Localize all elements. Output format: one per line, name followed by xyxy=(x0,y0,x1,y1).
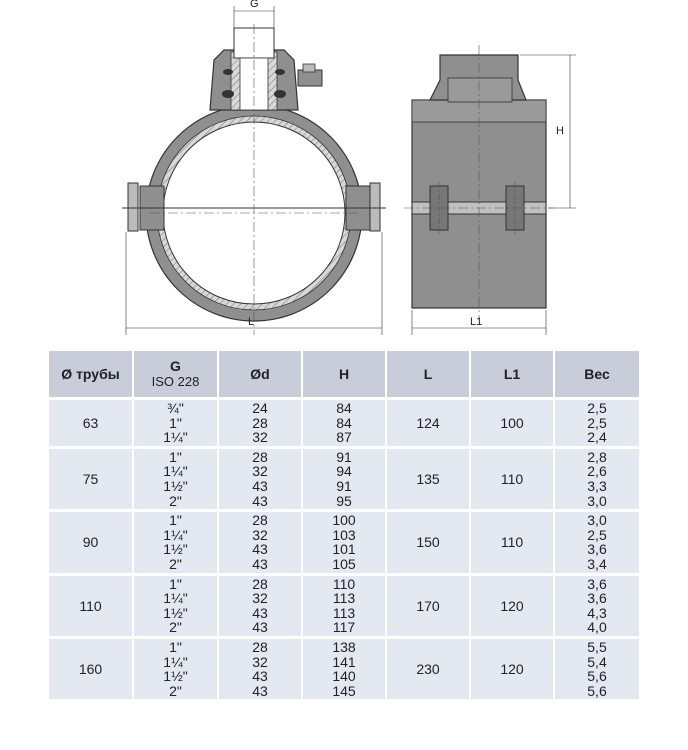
col-header-l1: L1 xyxy=(470,351,554,399)
cell-weight-value: 4,3 xyxy=(587,604,607,621)
dim-l-label: L xyxy=(248,316,255,328)
cell-g-value: 1¼" xyxy=(163,526,188,543)
cell-weight-value: 4,0 xyxy=(587,619,607,636)
cell-pipe: 90 xyxy=(49,511,133,574)
cell-weight xyxy=(554,399,639,448)
dim-h-label: H xyxy=(556,125,564,137)
cell-d-value: 43 xyxy=(252,668,268,685)
col-header-g-sub: ISO 228 xyxy=(151,374,200,389)
cell-g xyxy=(133,637,218,699)
cell-l1: 120 xyxy=(470,574,554,637)
cell-d-value: 28 xyxy=(252,638,268,655)
cell-d-value: 43 xyxy=(252,492,268,509)
cell-g-value: 1½" xyxy=(163,668,188,685)
cell-l1: 100 xyxy=(470,399,554,448)
cell-g-value: 1¼" xyxy=(163,590,188,607)
cell-weight-value: 2,5 xyxy=(587,526,607,543)
cell-d-value: 32 xyxy=(252,463,268,480)
cell-weight-value: 3,6 xyxy=(587,541,607,558)
cell-l: 230 xyxy=(386,637,470,699)
cell-weight-value: 2,4 xyxy=(587,429,607,446)
cell-d-value: 28 xyxy=(252,414,268,431)
cell-l: 150 xyxy=(386,511,470,574)
cell-g-value: 2" xyxy=(169,555,182,572)
cell-d-value: 32 xyxy=(252,429,268,446)
cell-d-value: 43 xyxy=(252,604,268,621)
cell-g-value: 1" xyxy=(169,638,182,655)
cell-g-value: 1" xyxy=(169,448,182,465)
cell-d xyxy=(218,511,302,574)
cell-weight-value: 3,0 xyxy=(587,512,607,529)
cell-d xyxy=(218,574,302,637)
cell-g-value: 2" xyxy=(169,492,182,509)
cell-h-value: 138 xyxy=(332,638,356,655)
cell-h-value: 94 xyxy=(336,463,352,480)
cell-weight xyxy=(554,637,639,699)
cell-pipe: 110 xyxy=(49,574,133,637)
cell-h-value: 105 xyxy=(332,555,356,572)
cell-g-value: 2" xyxy=(169,619,182,636)
cell-weight-value: 2,5 xyxy=(587,414,607,431)
cell-weight-value: 3,6 xyxy=(587,575,607,592)
cell-pipe: 75 xyxy=(49,447,133,510)
cell-l1: 110 xyxy=(470,447,554,510)
cell-g-value: 1" xyxy=(169,414,182,431)
cell-l: 135 xyxy=(386,447,470,510)
cell-g xyxy=(133,574,218,637)
cell-g-value: 1½" xyxy=(163,477,188,494)
cell-weight-value: 3,4 xyxy=(587,555,607,572)
cell-h-value: 103 xyxy=(332,526,356,543)
cell-weight-value: 2,6 xyxy=(587,463,607,480)
cell-h-value: 117 xyxy=(332,619,356,636)
cell-weight-value: 3,0 xyxy=(587,492,607,509)
col-header-g xyxy=(133,351,218,399)
cell-d-value: 32 xyxy=(252,653,268,670)
table-row xyxy=(49,399,639,448)
table-row xyxy=(49,574,639,637)
technical-drawing xyxy=(0,0,688,345)
cell-l1: 110 xyxy=(470,511,554,574)
cell-d-value: 28 xyxy=(252,575,268,592)
cell-l: 124 xyxy=(386,399,470,448)
cell-pipe: 63 xyxy=(49,399,133,448)
cell-g xyxy=(133,447,218,510)
cell-d xyxy=(218,399,302,448)
cell-h-value: 101 xyxy=(332,541,356,558)
cell-g-value: 1¼" xyxy=(163,463,188,480)
cell-g-value: 1" xyxy=(169,575,182,592)
cell-weight xyxy=(554,447,639,510)
cell-g-value: 1¼" xyxy=(163,429,188,446)
cell-h xyxy=(302,574,386,637)
cell-h-value: 87 xyxy=(336,429,352,446)
cell-d-value: 28 xyxy=(252,448,268,465)
cell-pipe: 160 xyxy=(49,637,133,699)
col-header-weight: Вес xyxy=(554,351,639,399)
table-row xyxy=(49,447,639,510)
cell-d xyxy=(218,637,302,699)
cell-h-value: 84 xyxy=(336,400,352,416)
col-header-l: L xyxy=(386,351,470,399)
cell-h xyxy=(302,511,386,574)
cell-d-value: 32 xyxy=(252,526,268,543)
cell-g-value: 1½" xyxy=(163,541,188,558)
cell-weight xyxy=(554,511,639,574)
cell-weight-value: 3,6 xyxy=(587,590,607,607)
cell-d-value: 32 xyxy=(252,590,268,607)
cell-h-value: 141 xyxy=(332,653,356,670)
cell-d-value: 24 xyxy=(252,400,268,416)
cell-h-value: 145 xyxy=(332,682,356,699)
cell-h-value: 113 xyxy=(332,590,356,607)
col-header-g-main: G xyxy=(170,358,181,374)
cell-l1: 120 xyxy=(470,637,554,699)
cell-h-value: 110 xyxy=(332,575,356,592)
cell-g-value: 1¼" xyxy=(163,653,188,670)
cell-g-value: ¾" xyxy=(167,400,184,416)
spec-table xyxy=(49,351,639,699)
cell-weight-value: 3,3 xyxy=(587,477,607,494)
table-row xyxy=(49,511,639,574)
cell-g xyxy=(133,399,218,448)
header-row xyxy=(49,351,639,399)
cell-h-value: 91 xyxy=(336,448,352,465)
cell-g-value: 2" xyxy=(169,682,182,699)
cell-g-value: 1" xyxy=(169,512,182,529)
dim-l1-label: L1 xyxy=(470,316,483,328)
cell-h-value: 113 xyxy=(332,604,356,621)
side-view xyxy=(404,45,576,335)
cell-h xyxy=(302,447,386,510)
cell-l: 170 xyxy=(386,574,470,637)
cell-h-value: 95 xyxy=(336,492,352,509)
col-header-d: Ød xyxy=(218,351,302,399)
front-view xyxy=(122,0,386,335)
cell-h-value: 84 xyxy=(336,414,352,431)
cell-d-value: 43 xyxy=(252,541,268,558)
cell-h-value: 91 xyxy=(336,477,352,494)
cell-d-value: 43 xyxy=(252,682,268,699)
cell-d-value: 43 xyxy=(252,477,268,494)
cell-weight-value: 5,5 xyxy=(587,638,607,655)
cell-h-value: 140 xyxy=(332,668,356,685)
cell-h-value: 100 xyxy=(332,512,356,529)
spec-body xyxy=(49,399,639,700)
dim-g-label: G xyxy=(250,0,259,10)
cell-weight-value: 5,4 xyxy=(587,653,607,670)
cell-d xyxy=(218,447,302,510)
cell-h xyxy=(302,399,386,448)
cell-h xyxy=(302,637,386,699)
cell-weight-value: 2,5 xyxy=(587,400,607,416)
table-row xyxy=(49,637,639,699)
cell-d-value: 43 xyxy=(252,555,268,572)
cell-g xyxy=(133,511,218,574)
col-header-pipe: Ø трубы xyxy=(49,351,133,399)
cell-weight xyxy=(554,574,639,637)
cell-d-value: 43 xyxy=(252,619,268,636)
cell-weight-value: 2,8 xyxy=(587,448,607,465)
cell-g-value: 1½" xyxy=(163,604,188,621)
cell-d-value: 28 xyxy=(252,512,268,529)
cell-weight-value: 5,6 xyxy=(587,682,607,699)
col-header-h: H xyxy=(302,351,386,399)
cell-weight-value: 5,6 xyxy=(587,668,607,685)
